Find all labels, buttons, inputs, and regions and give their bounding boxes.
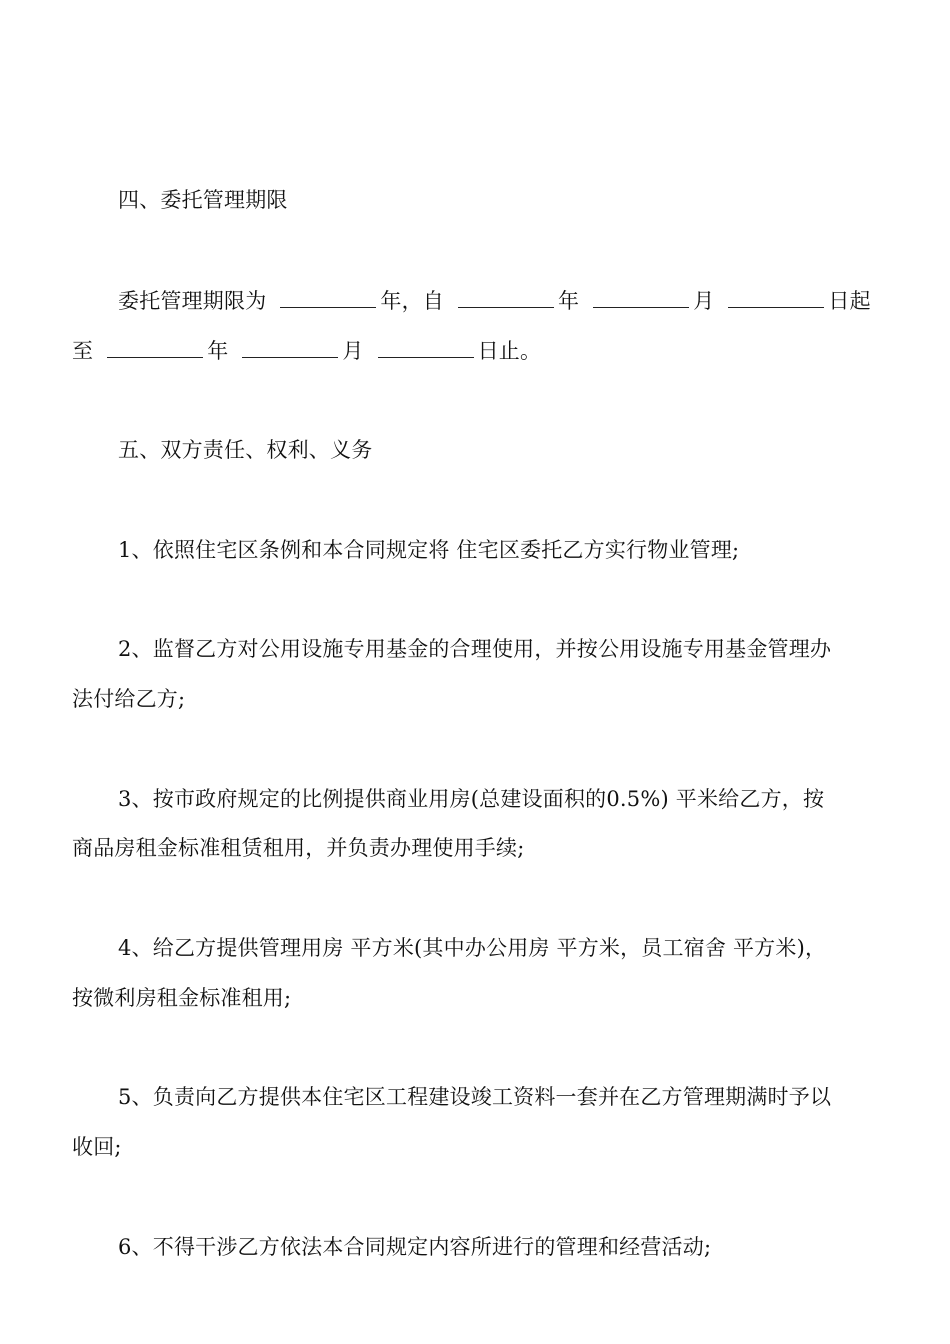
item-6: 6、不得干涉乙方依法本合同规定内容所进行的管理和经营活动; xyxy=(118,1235,712,1259)
item-4-line-1: 4、给乙方提供管理用房 平方米(其中办公用房 平方米，员工宿舍 平方米)， xyxy=(118,936,827,960)
term-line-1 xyxy=(118,286,880,316)
end-month-blank xyxy=(242,337,338,358)
start-day-blank xyxy=(728,287,824,308)
start-year-blank xyxy=(458,287,554,308)
item-4-line-2: 按微利房租金标准租用; xyxy=(72,986,292,1010)
end-day-blank xyxy=(378,337,474,358)
item-2-line-1: 2、监督乙方对公用设施专用基金的合理使用，并按公用设施专用基金管理办 xyxy=(118,637,832,661)
item-3-line-2: 商品房租金标准租赁租用，并负责办理使用手续; xyxy=(72,836,525,860)
item-2-line-2: 法付给乙方; xyxy=(72,687,186,711)
term-year-label: 年，自 xyxy=(380,289,445,313)
end-year-label: 年 xyxy=(207,339,229,363)
start-year-label: 年 xyxy=(558,289,580,313)
start-day-label: 日起 xyxy=(828,289,871,313)
to-label: 至 xyxy=(72,339,94,363)
end-year-blank xyxy=(107,337,203,358)
start-month-blank xyxy=(593,287,689,308)
item-5-line-2: 收回; xyxy=(72,1135,122,1159)
item-3-line-1: 3、按市政府规定的比例提供商业用房(总建设面积的0.5%) 平米给乙方，按 xyxy=(118,787,825,811)
term-years-blank xyxy=(280,287,376,308)
item-1: 1、依照住宅区条例和本合同规定将 住宅区委托乙方实行物业管理; xyxy=(118,538,740,562)
start-month-label: 月 xyxy=(693,289,715,313)
section-5-heading: 五、双方责任、权利、义务 xyxy=(118,438,373,462)
item-5-line-1: 5、负责向乙方提供本住宅区工程建设竣工资料一套并在乙方管理期满时予以 xyxy=(118,1085,832,1109)
term-prefix: 委托管理期限为 xyxy=(118,289,267,313)
end-month-label: 月 xyxy=(342,339,364,363)
term-line-2 xyxy=(72,336,880,366)
section-4-heading: 四、委托管理期限 xyxy=(118,188,288,212)
end-day-label: 日止。 xyxy=(477,339,542,363)
